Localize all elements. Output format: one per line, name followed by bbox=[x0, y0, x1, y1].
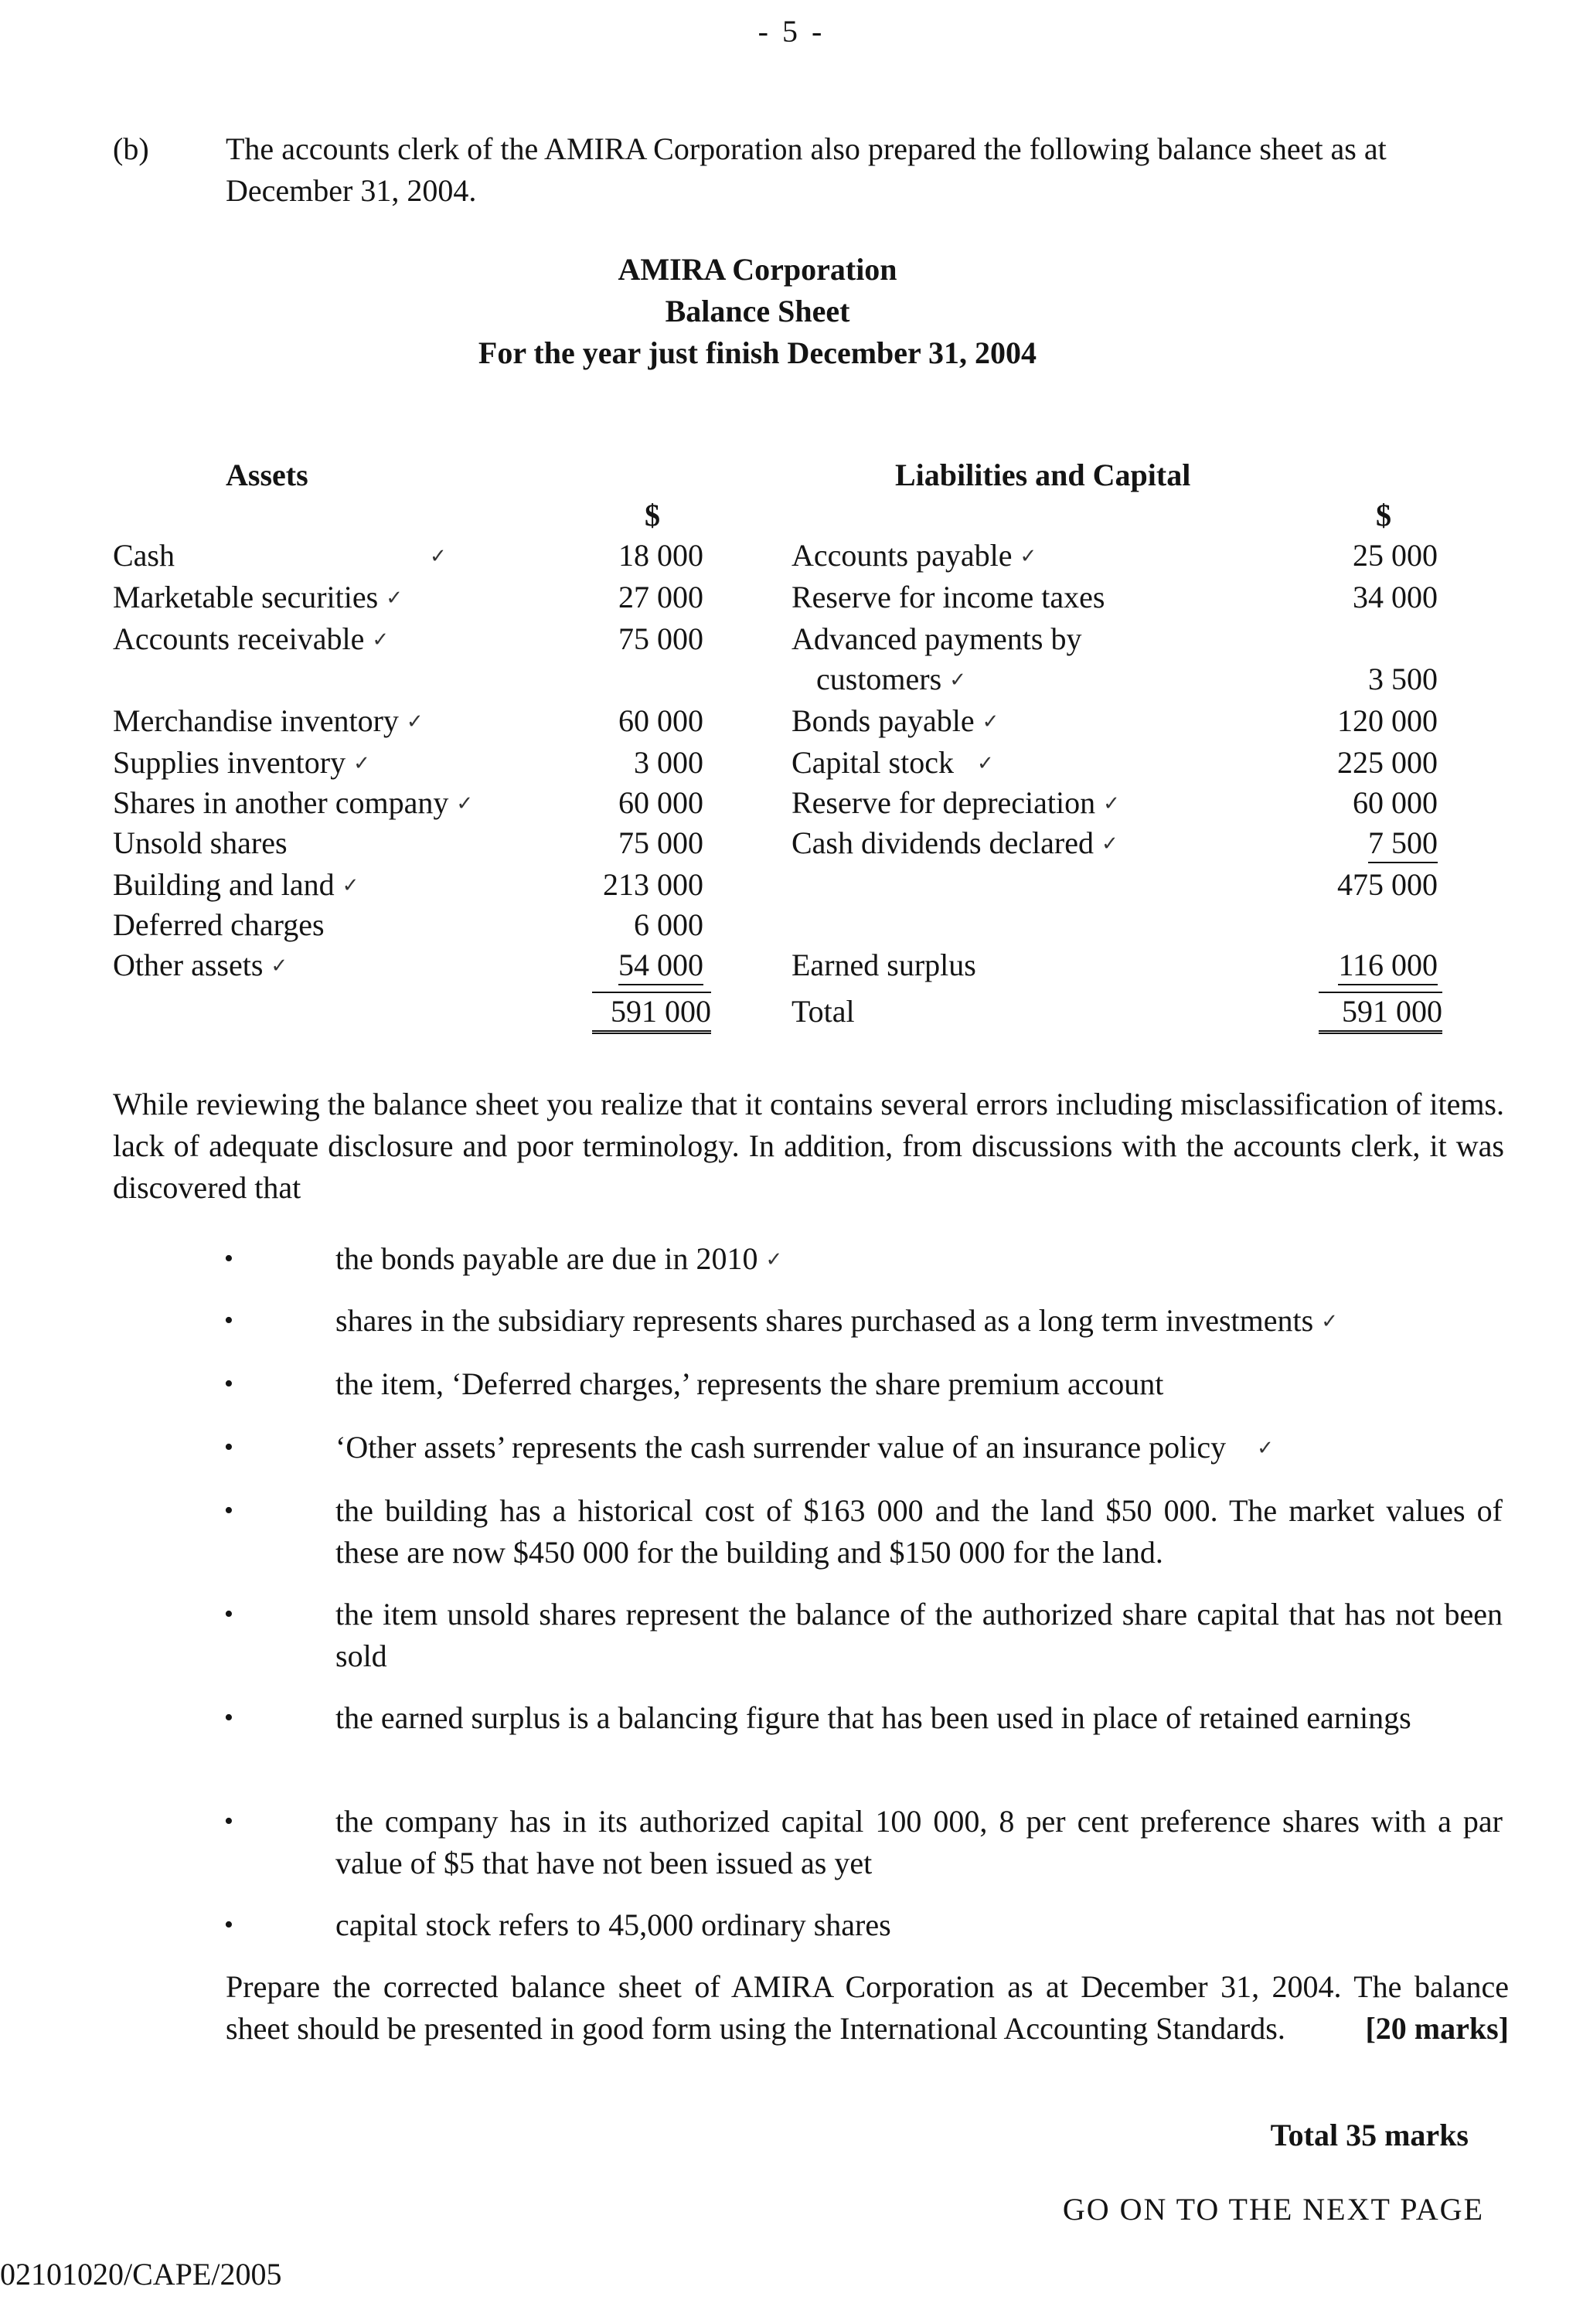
instruction-paragraph: Prepare the corrected balance sheet of AMIRA Corporation as at December 31, 2004. The balance sheet should be presented in good form using the International Accounting Standards. [20 marks] bbox=[226, 1966, 1509, 2050]
bullet-dot: • bbox=[224, 1703, 233, 1732]
asset-label: Shares in another company ✓ bbox=[113, 785, 474, 820]
asset-label: Merchandise inventory ✓ bbox=[113, 703, 424, 738]
liability-label: Advanced payments by bbox=[792, 621, 1082, 656]
bullet-item: the item unsold shares represent the balance of the authorized share capital that has not been sold bbox=[335, 1597, 1503, 1673]
bullet-item: ‘Other assets’ represents the cash surrender value of an insurance policy ✓ bbox=[335, 1430, 1274, 1465]
tick-mark-icon: ✓ bbox=[430, 545, 447, 568]
asset-value: 27 000 bbox=[618, 580, 703, 614]
bullet-dot: • bbox=[224, 1370, 233, 1398]
bullet-dot: • bbox=[224, 1807, 233, 1836]
liability-value: 25 000 bbox=[1353, 538, 1438, 573]
next-page-instruction: GO ON TO THE NEXT PAGE bbox=[1062, 2192, 1484, 2227]
bullet-item: the building has a historical cost of $163 000 and the land $50 000. The market values of these are now $450 000 for the building and $150 000 for the land. bbox=[335, 1493, 1503, 1570]
tick-mark-icon: ✓ bbox=[386, 587, 403, 610]
liability-value: 34 000 bbox=[1353, 580, 1438, 614]
liabilities-total-label: Total bbox=[792, 994, 855, 1029]
tick-mark-icon: ✓ bbox=[1101, 832, 1118, 856]
bullet-item: the company has in its authorized capital 100 000, 8 per cent preference shares with a par value of $5 that have not been issued as yet bbox=[335, 1804, 1503, 1880]
asset-label: Other assets ✓ bbox=[113, 948, 288, 982]
tick-mark-icon: ✓ bbox=[765, 1248, 783, 1271]
liability-label: customers ✓ bbox=[816, 662, 966, 696]
asset-label: Supplies inventory ✓ bbox=[113, 745, 370, 780]
asset-value: 3 000 bbox=[634, 745, 703, 780]
company-name: AMIRA Corporation bbox=[618, 252, 897, 287]
assets-heading: Assets bbox=[226, 458, 308, 492]
liability-value: 60 000 bbox=[1353, 785, 1438, 820]
asset-value: 18 000 bbox=[618, 538, 703, 573]
asset-value: 6 000 bbox=[634, 907, 703, 942]
tick-mark-icon: ✓ bbox=[342, 874, 359, 897]
tick-mark-icon: ✓ bbox=[1020, 545, 1037, 568]
liability-value: 120 000 bbox=[1337, 703, 1438, 738]
intro-text: The accounts clerk of the AMIRA Corporation also prepared the following balance sheet as at December 31, 2004. bbox=[226, 131, 1387, 208]
liability-label: Capital stock ✓ bbox=[792, 745, 994, 780]
tick-mark-icon: ✓ bbox=[1257, 1437, 1274, 1460]
asset-value: 60 000 bbox=[618, 703, 703, 738]
bullet-item: capital stock refers to 45,000 ordinary shares bbox=[335, 1907, 891, 1942]
tick-mark-icon: ✓ bbox=[456, 792, 474, 815]
tick-mark-icon: ✓ bbox=[353, 752, 370, 775]
liability-label: Accounts payable ✓ bbox=[792, 538, 1037, 573]
bullet-dot: • bbox=[224, 1306, 233, 1335]
asset-label: Accounts receivable ✓ bbox=[113, 621, 390, 656]
asset-label: Building and land ✓ bbox=[113, 867, 359, 902]
statement-period: For the year just finish December 31, 2004 bbox=[478, 335, 1037, 370]
marks-label: [20 marks] bbox=[1365, 2011, 1509, 2046]
tick-mark-icon: ✓ bbox=[372, 628, 390, 652]
asset-value: 75 000 bbox=[618, 621, 703, 656]
asset-value: 54 000 bbox=[533, 944, 703, 986]
tick-mark-icon: ✓ bbox=[982, 710, 999, 733]
assets-currency: $ bbox=[645, 498, 660, 533]
liabilities-currency: $ bbox=[1376, 498, 1391, 533]
bullet-item: the item, ‘Deferred charges,’ represents the share premium account bbox=[335, 1366, 1164, 1401]
asset-label: Unsold shares bbox=[113, 825, 288, 860]
bullet-item: shares in the subsidiary represents shares purchased as a long term investments ✓ bbox=[335, 1303, 1339, 1338]
liability-label: Reserve for depreciation ✓ bbox=[792, 785, 1120, 820]
liability-value: 225 000 bbox=[1337, 745, 1438, 780]
bullet-item: the earned surplus is a balancing figure that has been used in place of retained earnings bbox=[335, 1700, 1411, 1735]
total-marks: Total 35 marks bbox=[1270, 2118, 1469, 2152]
liability-label: Cash dividends declared ✓ bbox=[792, 825, 1118, 860]
bullet-dot: • bbox=[224, 1600, 233, 1628]
bullet-dot: • bbox=[224, 1496, 233, 1525]
assets-total: 591 000 bbox=[584, 991, 716, 1034]
asset-value: 60 000 bbox=[618, 785, 703, 820]
tick-mark-icon: ✓ bbox=[949, 669, 966, 692]
asset-value: 213 000 bbox=[603, 867, 703, 902]
bullet-dot: • bbox=[224, 1433, 233, 1461]
tick-mark-icon: ✓ bbox=[271, 954, 288, 978]
asset-label: Marketable securities ✓ bbox=[113, 580, 403, 614]
review-paragraph: While reviewing the balance sheet you realize that it contains several errors including misclassification of items. lack of adequate disclosure and poor terminology. In addition, from discussions with the accounts clerk, it was discovered that bbox=[113, 1087, 1504, 1205]
asset-label: Cash ✓ bbox=[113, 538, 447, 573]
paper-code: 02101020/CAPE/2005 bbox=[0, 2257, 282, 2292]
tick-mark-icon: ✓ bbox=[406, 710, 424, 733]
earned-surplus-label: Earned surplus bbox=[792, 948, 976, 982]
liabilities-total: 591 000 bbox=[1314, 991, 1442, 1034]
balance-sheet-title bbox=[0, 249, 1515, 374]
tick-mark-icon: ✓ bbox=[976, 752, 994, 775]
liabilities-subtotal: 475 000 bbox=[1337, 867, 1438, 902]
question-part-label: (b) bbox=[113, 131, 149, 166]
liabilities-heading: Liabilities and Capital bbox=[895, 458, 1191, 492]
bullet-dot: • bbox=[224, 1244, 233, 1273]
asset-label: Deferred charges bbox=[113, 907, 325, 942]
liability-value: 3 500 bbox=[1368, 662, 1438, 696]
liability-label: Bonds payable ✓ bbox=[792, 703, 999, 738]
earned-surplus-value: 116 000 bbox=[1268, 944, 1438, 986]
tick-mark-icon: ✓ bbox=[1103, 792, 1120, 815]
page-number: - 5 - bbox=[757, 14, 826, 49]
asset-value: 75 000 bbox=[618, 825, 703, 860]
bullet-dot: • bbox=[224, 1911, 233, 1939]
liability-label: Reserve for income taxes bbox=[792, 580, 1105, 614]
bullet-item: the bonds payable are due in 2010 ✓ bbox=[335, 1241, 783, 1276]
liability-value: 7 500 bbox=[1268, 822, 1438, 864]
tick-mark-icon: ✓ bbox=[1321, 1310, 1339, 1333]
statement-name: Balance Sheet bbox=[665, 294, 850, 328]
